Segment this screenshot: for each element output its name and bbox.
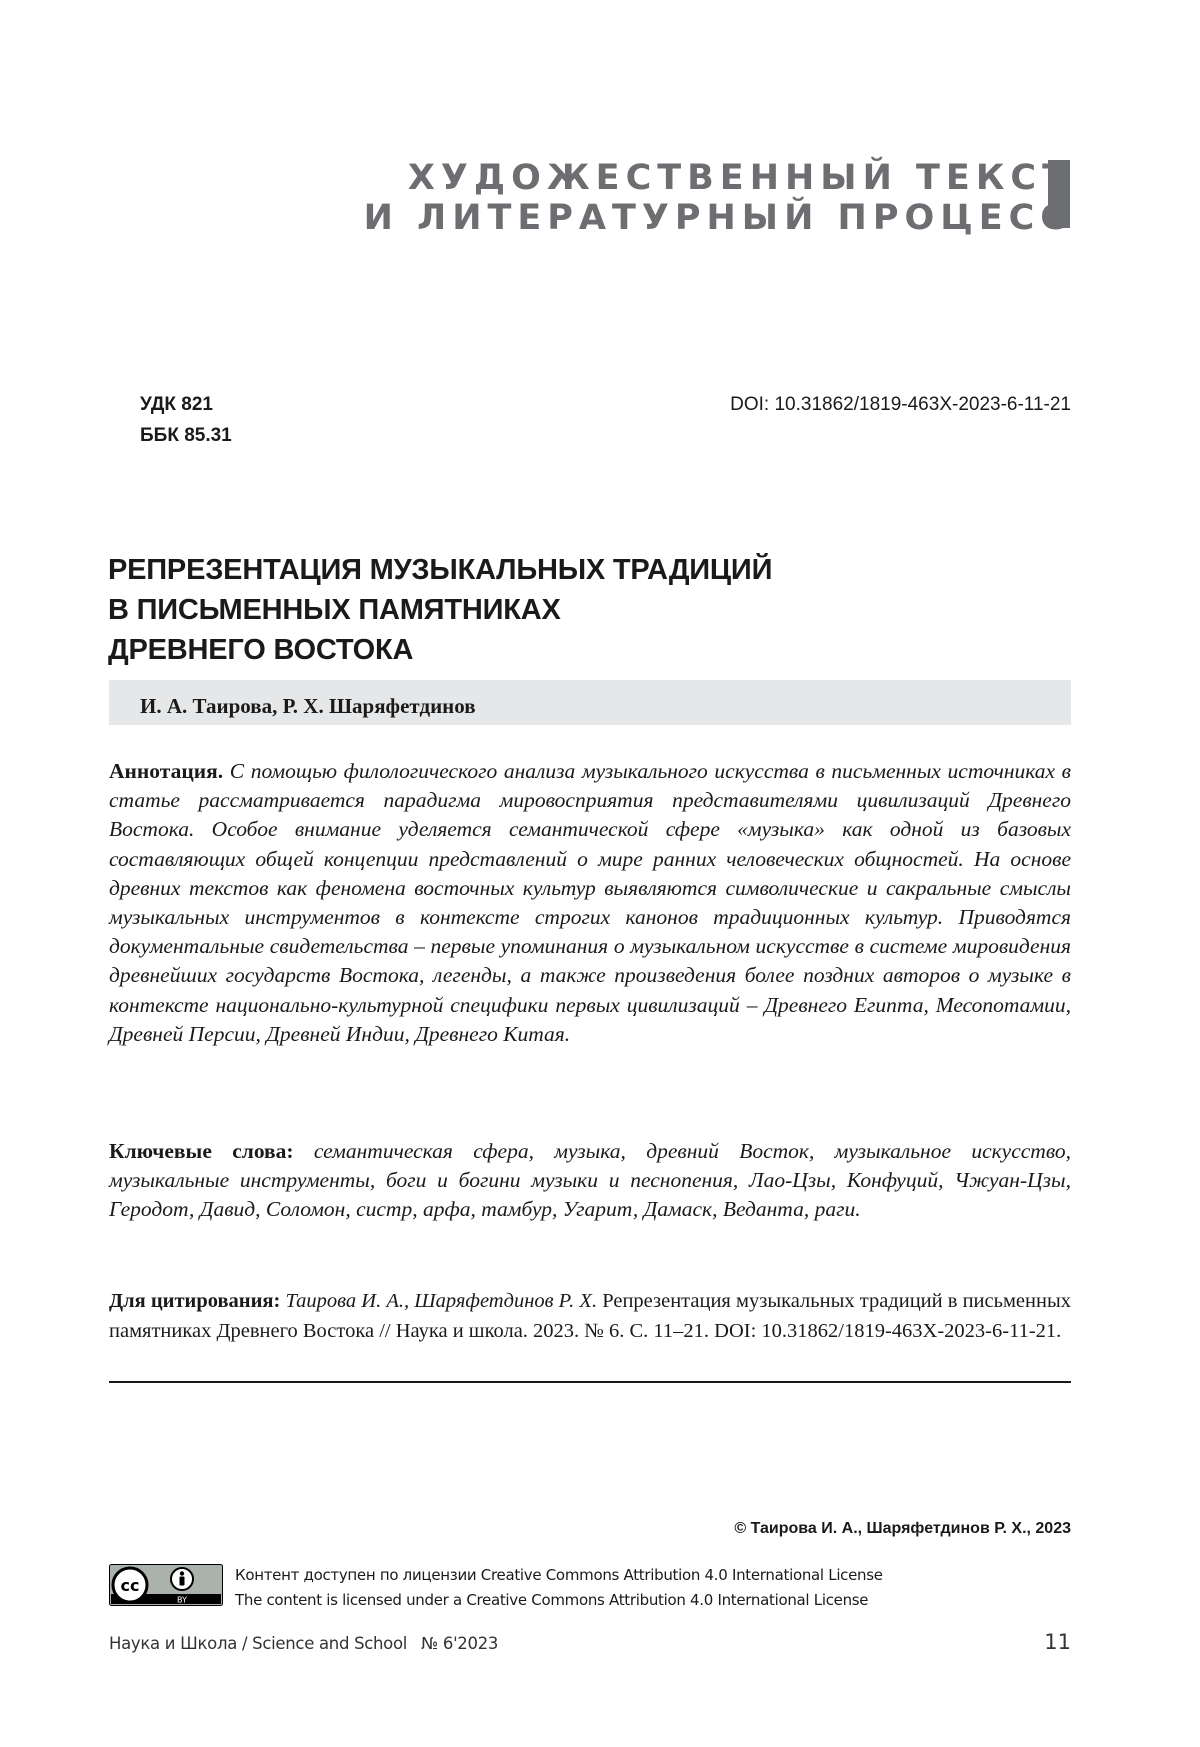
authors: И. А. Таирова, Р. Х. Шаряфетдинов bbox=[140, 693, 476, 719]
keywords-label: Ключевые слова: bbox=[109, 1139, 294, 1163]
license-en: The content is licensed under a Creative Commons Attribution 4.0 International License bbox=[235, 1588, 883, 1613]
section-marker-bar bbox=[1048, 160, 1070, 228]
bbk-code: ББК 85.31 bbox=[140, 424, 232, 448]
title-line-2: В ПИСЬМЕННЫХ ПАМЯТНИКАХ bbox=[108, 590, 1008, 630]
doi: DOI: 10.31862/1819-463X-2023-6-11-21 bbox=[730, 393, 1071, 417]
abstract-text: С помощью филологического анализа музыкального искусства в пись­менных источниках в статье рассматривается парадигма мировосприятия пред­ставителями цивилизаций Древнего Востока. Особое внимание уделяется семан­тической сфере «музыка» как одной из базовых составляющих общей концепции представлений о мире ранних человеческих общностей. На основе древних текстов как феномена восточных культур выявляются символические и сакральные смыслы музыкальных инструментов в контексте строгих канонов традиционных культур. Приводятся документальные свидетельства – первые упоминания о музыкальном ис­кусстве в системе мировидения древнейших государств Востока, легенды, а также произведения более поздних авторов о музыке в контексте национально-культурной специфики первых цивилизаций – Древнего Египта, Месопотамии, Древней Персии, Древней Индии, Древнего Китая. bbox=[109, 759, 1071, 1046]
abstract-label: Аннотация. bbox=[109, 759, 223, 783]
udk-code: УДК 821 bbox=[140, 393, 213, 417]
divider-rule bbox=[109, 1381, 1071, 1383]
citation-label: Для цитирования: bbox=[109, 1290, 280, 1312]
citation bbox=[109, 1286, 1071, 1346]
title-line-3: ДРЕВНЕГО ВОСТОКА bbox=[108, 630, 1008, 670]
section-title-line-2: И ЛИТЕРАТУРНЫЙ ПРОЦЕСС bbox=[364, 198, 1072, 238]
abstract bbox=[109, 757, 1071, 1049]
license-text bbox=[235, 1563, 883, 1613]
copyright: © Таирова И. А., Шаряфетдинов Р. Х., 2023 bbox=[734, 1519, 1071, 1539]
issue-number: № 6'2023 bbox=[421, 1634, 498, 1653]
cc-by-license-icon bbox=[109, 1564, 223, 1606]
title-line-1: РЕПРЕЗЕНТАЦИЯ МУЗЫКАЛЬНЫХ ТРАДИЦИЙ bbox=[108, 550, 1008, 590]
section-title-line-1: ХУДОЖЕСТВЕННЫЙ ТЕКСТ bbox=[364, 158, 1072, 198]
citation-authors: Таирова И. А., Шаряфетдинов Р. Х. bbox=[285, 1290, 597, 1312]
journal-name: Наука и Школа / Science and School bbox=[109, 1634, 407, 1653]
section-header bbox=[364, 158, 1072, 238]
footer-journal bbox=[109, 1633, 498, 1655]
license-ru: Контент доступен по лицензии Creative Commons Attribution 4.0 International License bbox=[235, 1563, 883, 1588]
keywords bbox=[109, 1137, 1071, 1225]
page-number: 11 bbox=[1044, 1629, 1071, 1655]
cc-by-label: BY bbox=[177, 1596, 187, 1605]
article-title bbox=[108, 550, 1008, 670]
svg-text:cc: cc bbox=[121, 1576, 140, 1595]
keywords-text: семантическая сфера, музыка, древний Восток, музыкальное искус­ство, музыкальные инструменты, боги и богини музыки и песнопения, Лао-Цзы, Кон­фуций, Чжуан-Цзы, Геродот, Давид, Соломон, систр, арфа, тамбур, Угарит, Дамаск, Веданта, раги. bbox=[109, 1139, 1071, 1221]
citation-text: Репрезентация музыкальных традиций в письменных памятниках Древнего Востока // Наука и школа. 2023. № 6. С. 11–21. DOI: 10.31862/1819-463X-2023-6-11-21. bbox=[109, 1290, 1071, 1342]
